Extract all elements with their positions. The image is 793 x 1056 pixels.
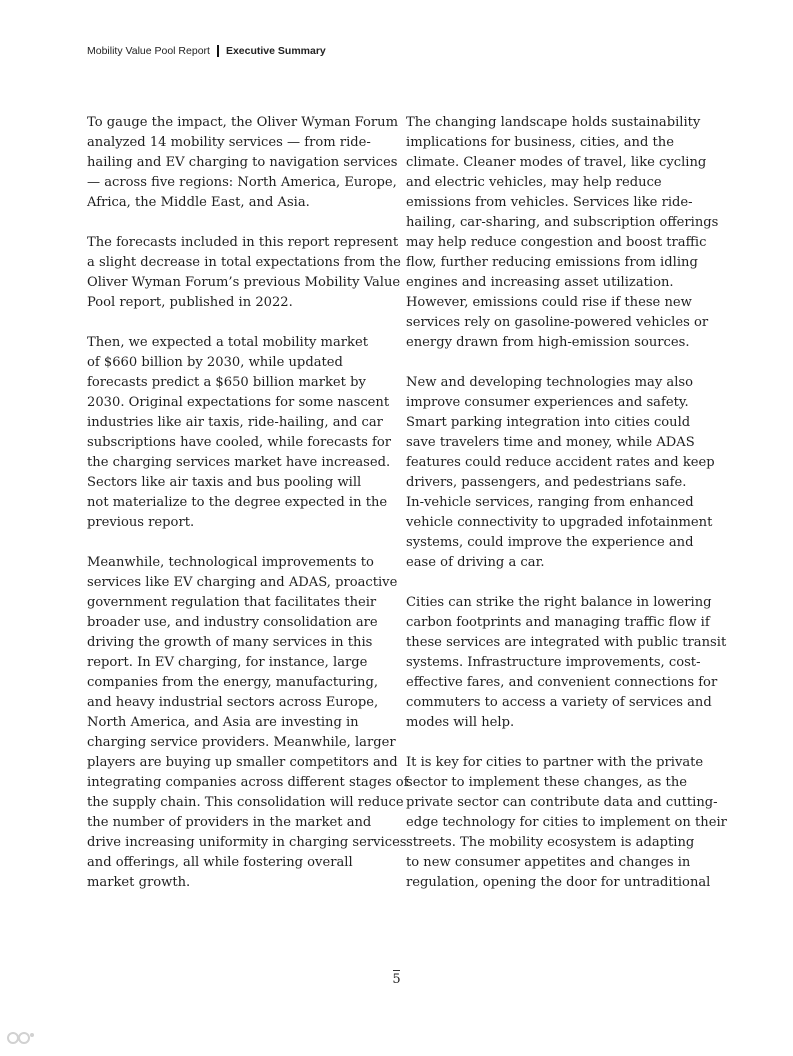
text-line: effective fares, and convenient connections for: [406, 675, 718, 690]
text-line: previous report.: [87, 515, 195, 530]
text-line: New and developing technologies may also: [406, 375, 693, 390]
text-line: emissions from vehicles. Services like ride-: [406, 195, 693, 210]
text-line: features could reduce accident rates and keep: [406, 455, 715, 470]
text-line: Cities can strike the right balance in lowering: [406, 595, 712, 610]
text-line: commuters to access a variety of services and: [406, 695, 712, 710]
text-line: players are buying up smaller competitors and: [87, 755, 398, 770]
text-line: Then, we expected a total mobility market: [87, 335, 368, 350]
section-title: Executive Summary: [225, 45, 326, 57]
text-line: 2030. Original expectations for some nascent: [87, 395, 390, 410]
text-line: forecasts predict a $650 billion market by: [87, 375, 366, 390]
text-line: private sector can contribute data and cutting-: [406, 795, 718, 810]
watermark-logo-icon: [6, 1030, 36, 1046]
text-line: regulation, opening the door for untraditional: [406, 875, 711, 890]
text-line: a slight decrease in total expectations from the: [87, 255, 401, 270]
text-line: improve consumer experiences and safety.: [406, 395, 689, 410]
text-line: driving the growth of many services in this: [87, 635, 373, 650]
text-line: systems, could improve the experience and: [406, 535, 694, 550]
text-line: to new consumer appetites and changes in: [406, 855, 691, 870]
text-line: the number of providers in the market and: [87, 815, 372, 830]
watermark: [6, 1030, 36, 1046]
paragraph: [87, 553, 409, 893]
page-number-value: 5: [392, 972, 401, 987]
text-line: ease of driving a car.: [406, 555, 545, 570]
running-header: [87, 45, 326, 57]
text-line: industries like air taxis, ride-hailing, and car: [87, 415, 383, 430]
text-line: hailing and EV charging to navigation services: [87, 155, 398, 170]
paragraph: [406, 373, 715, 573]
text-line: systems. Infrastructure improvements, cost-: [406, 655, 701, 670]
text-line: Smart parking integration into cities could: [406, 415, 691, 430]
text-line: The changing landscape holds sustainability: [406, 115, 701, 130]
paragraph: [406, 593, 727, 733]
text-line: Sectors like air taxis and bus pooling will: [87, 475, 362, 490]
page-number-rule: [393, 970, 400, 971]
paragraph: [406, 753, 727, 893]
text-line: modes will help.: [406, 715, 515, 730]
text-line: drivers, passengers, and pedestrians safe.: [406, 475, 687, 490]
text-line: may help reduce congestion and boost traffic: [406, 235, 707, 250]
text-line: It is key for cities to partner with the private: [406, 755, 704, 770]
text-line: and electric vehicles, may help reduce: [406, 175, 662, 190]
text-line: streets. The mobility ecosystem is adapting: [406, 835, 695, 850]
text-line: Pool report, published in 2022.: [87, 295, 293, 310]
text-line: market growth.: [87, 875, 191, 890]
text-line: carbon footprints and managing traffic flow if: [406, 615, 710, 630]
text-line: sector to implement these changes, as the: [406, 775, 688, 790]
report-title: Mobility Value Pool Report: [87, 45, 210, 57]
page-number: [0, 970, 793, 987]
text-line: In-vehicle services, ranging from enhanced: [406, 495, 694, 510]
text-line: — across five regions: North America, Europe,: [87, 175, 397, 190]
left-column: [87, 113, 409, 913]
header-separator: [217, 45, 219, 57]
text-line: energy drawn from high-emission sources.: [406, 335, 690, 350]
text-line: the supply chain. This consolidation will reduce: [87, 795, 404, 810]
text-line: North America, and Asia are investing in: [87, 715, 359, 730]
text-line: To gauge the impact, the Oliver Wyman Forum: [87, 115, 399, 130]
text-line: services like EV charging and ADAS, proactive: [87, 575, 398, 590]
text-line: However, emissions could rise if these new: [406, 295, 692, 310]
paragraph: [406, 113, 719, 353]
text-line: services rely on gasoline-powered vehicles or: [406, 315, 709, 330]
text-line: government regulation that facilitates their: [87, 595, 377, 610]
text-line: broader use, and industry consolidation are: [87, 615, 378, 630]
text-line: save travelers time and money, while ADAS: [406, 435, 695, 450]
text-line: edge technology for cities to implement on their: [406, 815, 727, 830]
text-line: of $660 billion by 2030, while updated: [87, 355, 343, 370]
text-line: charging service providers. Meanwhile, larger: [87, 735, 396, 750]
text-line: not materialize to the degree expected in the: [87, 495, 388, 510]
text-line: Meanwhile, technological improvements to: [87, 555, 374, 570]
text-line: Africa, the Middle East, and Asia.: [87, 195, 310, 210]
text-line: and heavy industrial sectors across Europe,: [87, 695, 379, 710]
text-line: flow, further reducing emissions from idling: [406, 255, 698, 270]
text-line: drive increasing uniformity in charging services: [87, 835, 407, 850]
text-line: hailing, car-sharing, and subscription offerings: [406, 215, 719, 230]
text-line: the charging services market have increased.: [87, 455, 391, 470]
text-line: analyzed 14 mobility services — from ride-: [87, 135, 371, 150]
text-line: vehicle connectivity to upgraded infotainment: [406, 515, 713, 530]
text-line: implications for business, cities, and the: [406, 135, 674, 150]
paragraph: [87, 333, 393, 533]
text-line: climate. Cleaner modes of travel, like cycling: [406, 155, 707, 170]
paragraph: [87, 113, 399, 213]
text-line: engines and increasing asset utilization.: [406, 275, 674, 290]
text-line: and offerings, all while fostering overall: [87, 855, 353, 870]
text-line: integrating companies across different stages of: [87, 775, 409, 790]
paragraph: [87, 233, 401, 313]
text-line: report. In EV charging, for instance, large: [87, 655, 368, 670]
text-line: subscriptions have cooled, while forecasts for: [87, 435, 392, 450]
text-line: companies from the energy, manufacturing,: [87, 675, 378, 690]
text-line: The forecasts included in this report represent: [87, 235, 399, 250]
text-line: these services are integrated with public transit: [406, 635, 727, 650]
right-column: [406, 113, 727, 913]
text-line: Oliver Wyman Forum’s previous Mobility Value: [87, 275, 401, 290]
